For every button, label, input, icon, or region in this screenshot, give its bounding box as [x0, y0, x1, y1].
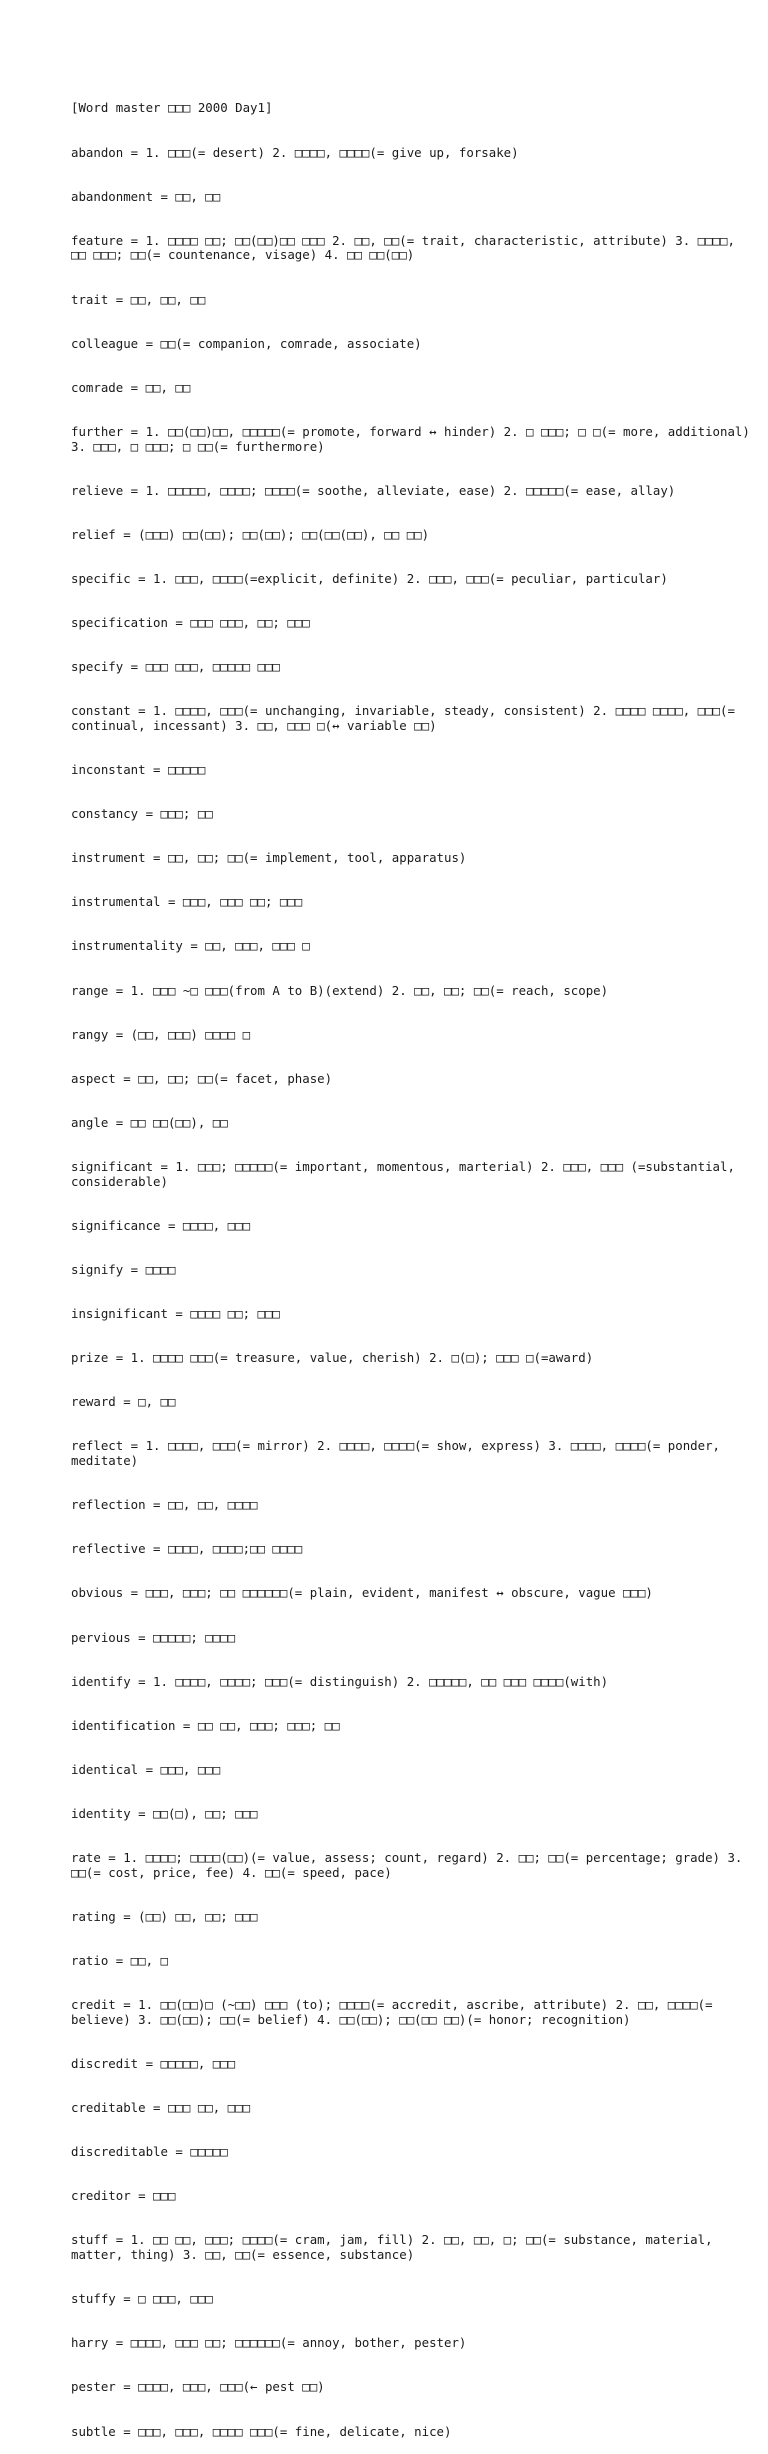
entry-significant: significant = 1. □□□; □□□□□(= important, momentous, marterial) 2. □□□, □□□ (=substantial, considerable)	[71, 1159, 743, 1189]
entry-specific: specific = 1. □□□, □□□□(=explicit, definite) 2. □□□, □□□(= peculiar, particular)	[71, 570, 668, 586]
entry-instrumental: instrumental = □□□, □□□ □□; □□□	[71, 894, 303, 910]
entry-inconstant: inconstant = □□□□□	[71, 762, 206, 778]
entry-rangy: rangy = (□□, □□□) □□□□ □	[71, 1026, 251, 1042]
entry-reflect: reflect = 1. □□□□, □□□(= mirror) 2. □□□□, □□□□(= show, express) 3. □□□□, □□□□(= ponder, meditate)	[71, 1438, 728, 1469]
entry-specify: specify = □□□ □□□, □□□□□ □□□	[71, 659, 280, 675]
entry-constancy: constancy = □□□; □□	[71, 806, 213, 822]
entry-pester: pester = □□□□, □□□, □□□(← pest □□)	[71, 2379, 325, 2395]
entry-constant: constant = 1. □□□□, □□□(= unchanging, invariable, steady, consistent) 2. □□□□ □□□□, □□□(= continual, incessant) 3. □□, □□□ □(↔ variable □□)	[71, 703, 743, 733]
entry-identical: identical = □□□, □□□	[71, 1761, 221, 1777]
entry-rating: rating = (□□) □□, □□; □□□	[71, 1908, 258, 1924]
entry-instrument: instrument = □□, □□; □□(= implement, tool, apparatus)	[71, 850, 467, 866]
entry-identity: identity = □□(□), □□; □□□	[71, 1805, 258, 1821]
entry-trait: trait = □□, □□, □□	[71, 291, 206, 307]
entry-colleague: colleague = □□(= companion, comrade, associate)	[71, 335, 422, 351]
entry-obvious: obvious = □□□, □□□; □□ □□□□□□(= plain, evident, manifest ↔ obscure, vague □□□)	[71, 1585, 653, 1601]
entry-creditable: creditable = □□□ □□, □□□	[71, 2100, 251, 2116]
entry-insignificant: insignificant = □□□□ □□; □□□	[71, 1306, 280, 1322]
entry-significance: significance = □□□□, □□□	[71, 1217, 251, 1233]
entry-reflection: reflection = □□, □□, □□□□	[71, 1497, 258, 1513]
entry-instrumentality: instrumentality = □□, □□□, □□□ □	[71, 938, 310, 954]
entry-signify: signify = □□□□	[71, 1261, 176, 1277]
entry-identify: identify = 1. □□□□, □□□□; □□□(= distinguish) 2. □□□□□, □□ □□□ □□□□(with)	[71, 1673, 609, 1689]
entry-subtle: subtle = □□□, □□□, □□□□ □□□(= fine, delicate, nice)	[71, 2423, 452, 2439]
entry-credit: credit = 1. □□(□□)□ (~□□) □□□ (to); □□□□(= accredit, ascribe, attribute) 2. □□, □□□□(= believe) 3. □□(□□); □□(= belief) 4. □□(□□); □□(□□ □□)(= honor; recognition)	[71, 1997, 721, 2027]
entry-ratio: ratio = □□, □	[71, 1953, 168, 1968]
vocabulary-document	[71, 72, 758, 2454]
entry-stuffy: stuffy = □ □□□, □□□	[71, 2291, 213, 2307]
entry-harry: harry = □□□□, □□□ □□; □□□□□□(= annoy, bother, pester)	[71, 2335, 467, 2351]
entry-relieve: relieve = 1. □□□□□, □□□□; □□□□(= soothe, alleviate, ease) 2. □□□□□(= ease, allay)	[71, 482, 676, 498]
entry-range: range = 1. □□□ ~□ □□□(from A to B)(extend) 2. □□, □□; □□(= reach, scope)	[71, 982, 609, 998]
entry-pervious: pervious = □□□□□; □□□□	[71, 1629, 236, 1645]
entry-creditor: creditor = □□□	[71, 2188, 176, 2204]
entry-discreditable: discreditable = □□□□□	[71, 2144, 228, 2160]
entry-comrade: comrade = □□, □□	[71, 379, 191, 395]
entry-specification: specification = □□□ □□□, □□; □□□	[71, 615, 310, 631]
entry-relief: relief = (□□□) □□(□□); □□(□□); □□(□□(□□), □□ □□)	[71, 526, 430, 542]
entry-feature: feature = 1. □□□□ □□; □□(□□)□□ □□□ 2. □□, □□(= trait, characteristic, attribute) 3. □□□□, □□ □□□; □□(= countenance, visage) 4. □□ □□(□□)	[71, 232, 743, 263]
entry-abandonment: abandonment = □□, □□	[71, 188, 221, 204]
entry-reward: reward = □, □□	[71, 1394, 176, 1410]
entry-abandon: abandon = 1. □□□(= desert) 2. □□□□, □□□□(= give up, forsake)	[71, 144, 519, 160]
entry-discredit: discredit = □□□□□, □□□	[71, 2055, 236, 2071]
entry-prize: prize = 1. □□□□ □□□(= treasure, value, cherish) 2. □(□); □□□ □(=award)	[71, 1350, 594, 1366]
entry-stuff: stuff = 1. □□ □□, □□□; □□□□(= cram, jam, fill) 2. □□, □□, □; □□(= substance, material, matter, thing) 3. □□, □□(= essence, substance)	[71, 2232, 721, 2263]
entry-aspect: aspect = □□, □□; □□(= facet, phase)	[71, 1070, 333, 1086]
entry-angle: angle = □□ □□(□□), □□	[71, 1114, 228, 1130]
entry-identification: identification = □□ □□, □□□; □□□; □□	[71, 1717, 340, 1733]
doc-title: [Word master □□□ 2000 Day1]	[71, 100, 273, 116]
entry-further: further = 1. □□(□□)□□, □□□□□(= promote, forward ↔ hinder) 2. □ □□□; □ □(= more, additional) 3. □□□, □ □□□; □ □□(= furthermore)	[71, 423, 758, 454]
entry-rate: rate = 1. □□□□; □□□□(□□)(= value, assess; count, regard) 2. □□; □□(= percentage; grade) 3. □□(= cost, price, fee) 4. □□(= speed, pace)	[71, 1850, 750, 1880]
entry-reflective: reflective = □□□□, □□□□;□□ □□□□	[71, 1541, 303, 1557]
